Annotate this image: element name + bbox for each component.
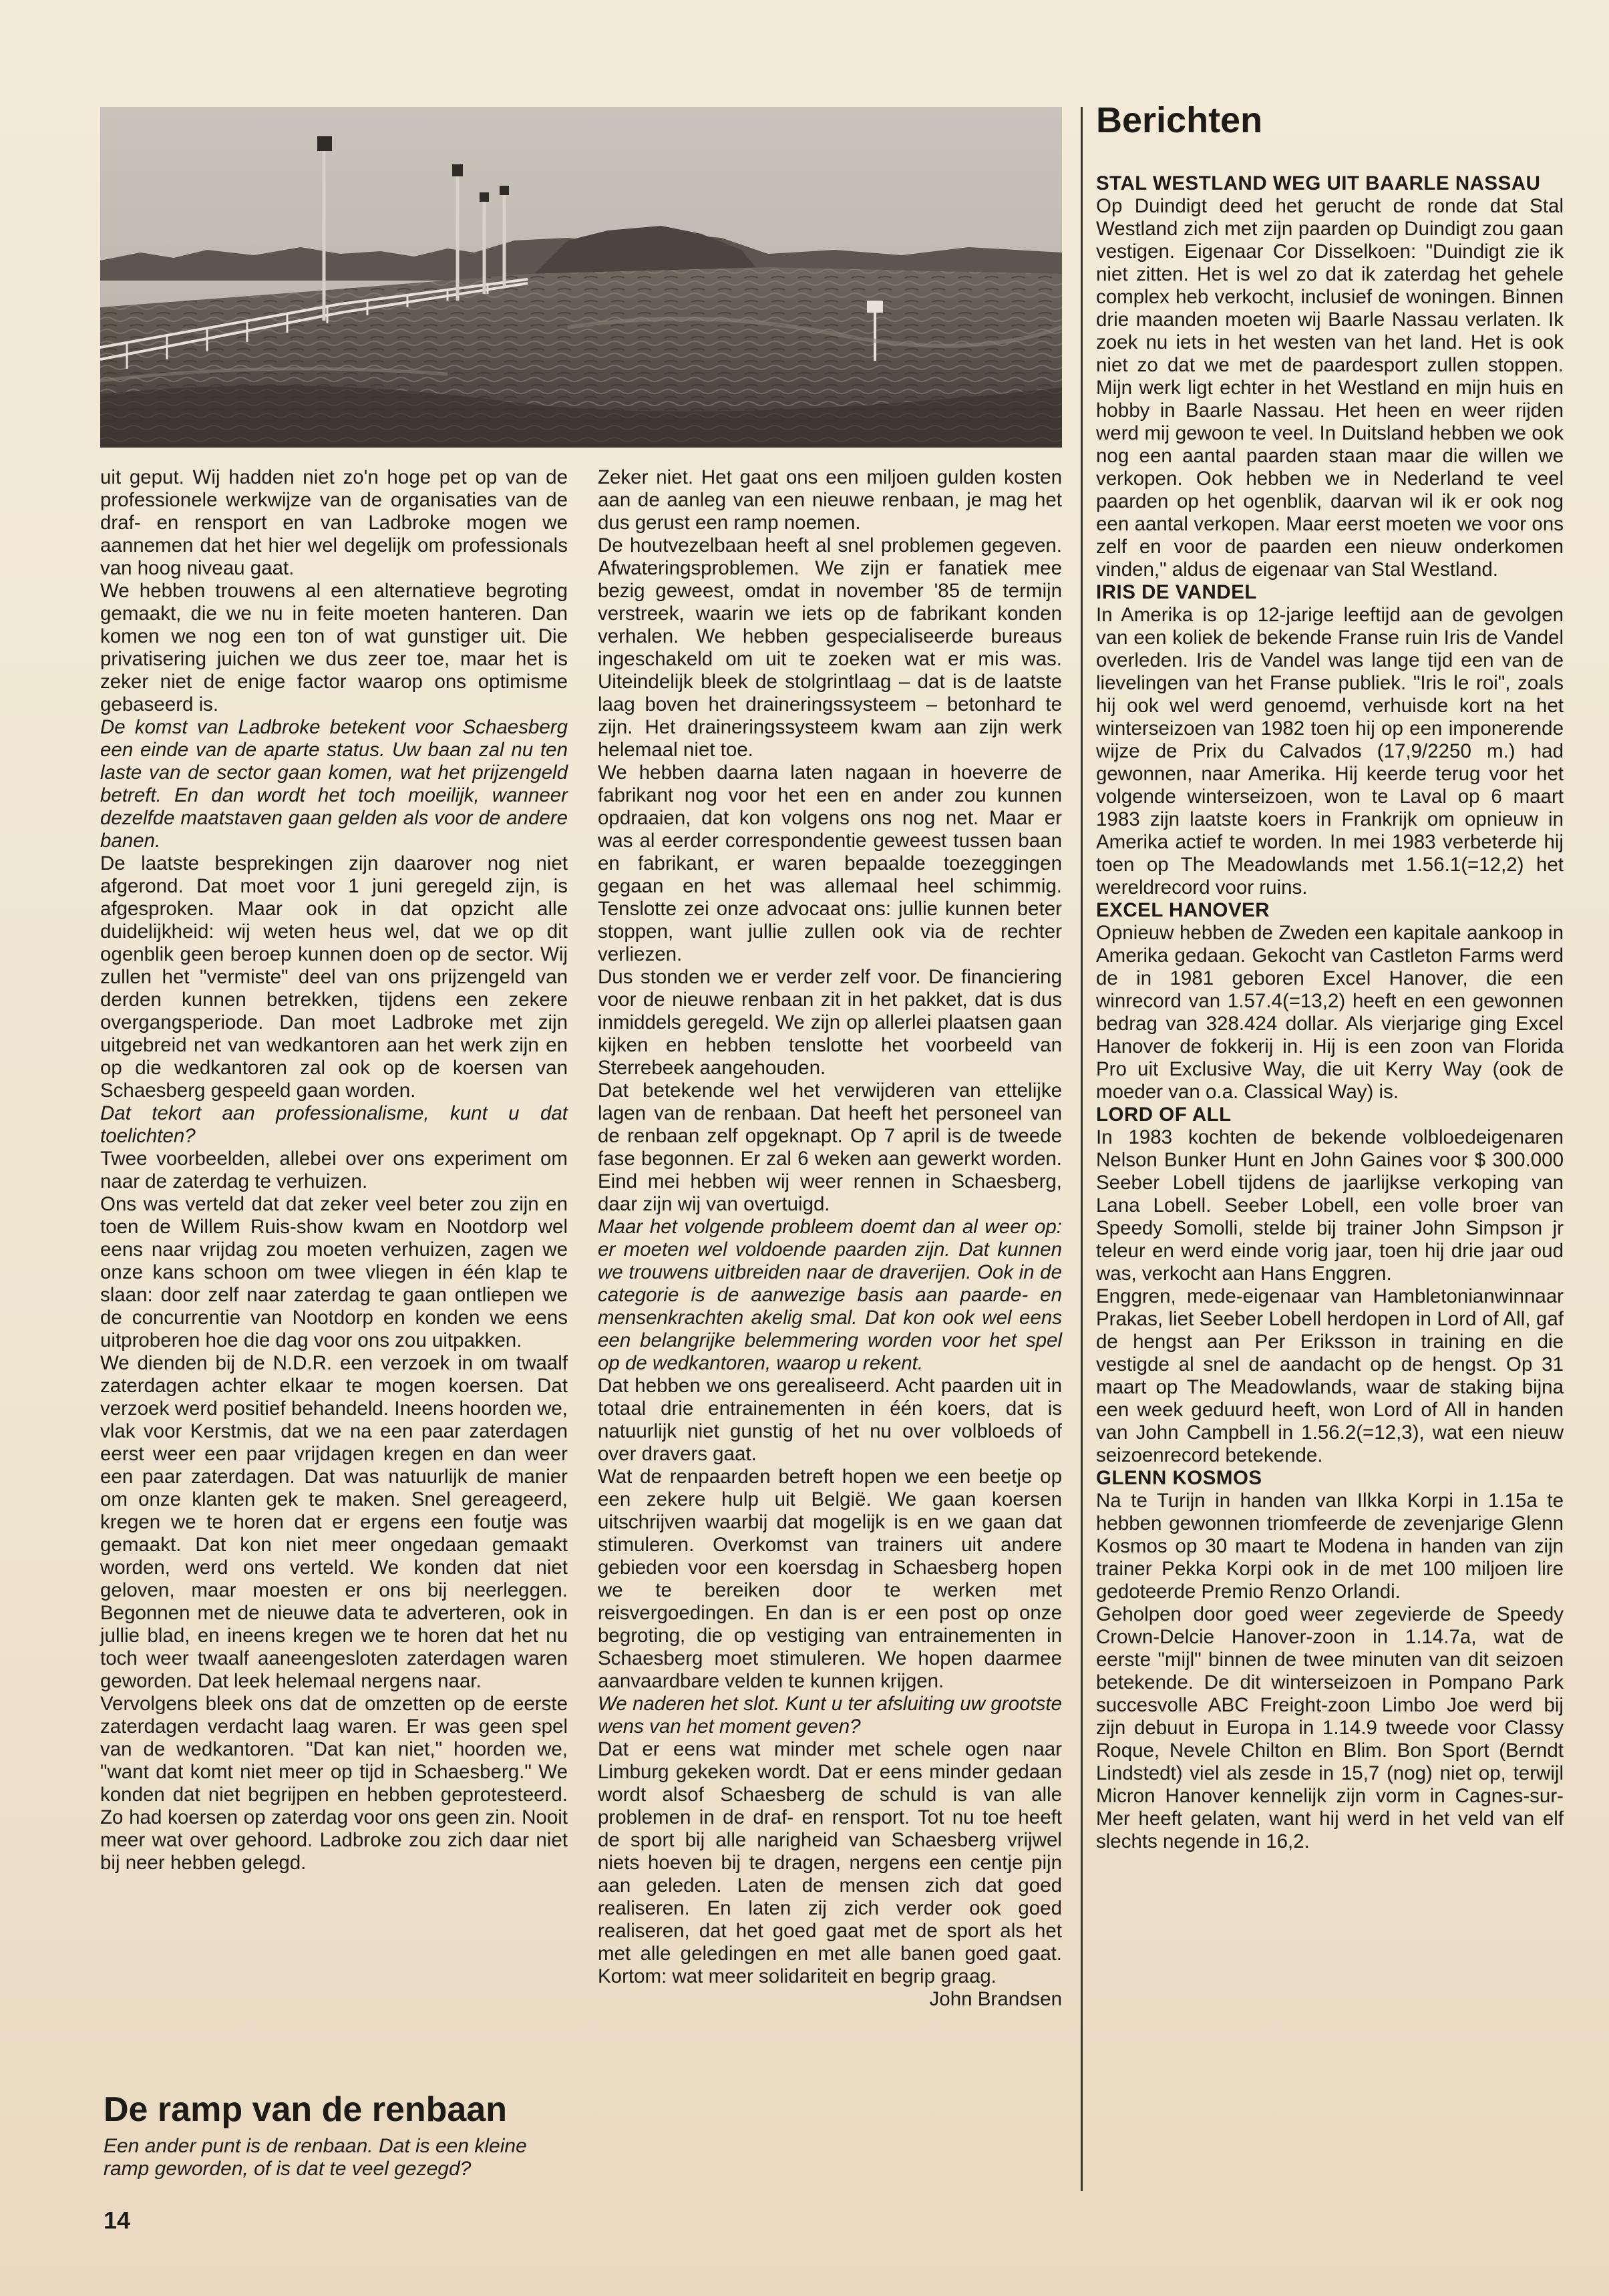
article-heading: De ramp van de renbaan — [104, 2090, 507, 2129]
news-item-paragraph: In 1983 kochten de bekende volbloedeigenaren Nelson Bunker Hunt en John Gaines voor $ 300.000 Seeber Lobell tijdens de jaarlijkse verkoping van Lana Lobell. Seeber Lobell, een volle broer van Speedy Somolli, stelde bij trainer John Simpson jr teleur en werd einde vorig jaar, toen hij drie jaar oud was, verkocht aan Hans Enggren. — [1096, 1126, 1564, 1285]
article-standfirst: Een ander punt is de renbaan. Dat is een kleine ramp geworden, of is dat te veel gezegd? — [104, 2135, 527, 2180]
paragraph: We hebben daarna laten nagaan in hoeverre de fabrikant nog voor het een en ander zou kunnen opdraaien, dat kon volgens ons nog net. Maar er was al eerder correspondentie geweest tussen baan en fabrikant, er waren bepaalde toezeggingen gegaan en het was allemaal heel schimmig. Tenslotte zei onze advocaat ons: jullie kunnen beter stoppen, want jullie zullen ook via de rechter verliezen. — [598, 762, 1062, 965]
paragraph: Ons was verteld dat dat zeker veel beter zou zijn en toen de Willem Ruis-show kwam en Nootdorp wel eens naar vrijdag zou moeten verhuizen, zagen we onze kans schoon om twee vliegen in één klap te slaan: door zelf naar zaterdag te gaan ontliepen we de concurrentie van Nootdorp en konden we eens uitproberen hoe die dag voor ons zou uitpakken. — [100, 1193, 568, 1351]
paragraph: De komst van Ladbroke betekent voor Schaesberg een einde van de aparte status. Uw baan zal nu ten laste van de sector gaan komen, wat het prijzengeld betreft. En dan wordt het toch moeilijk, wanneer dezelfde maatstaven gaan gelden als voor de andere banen. — [100, 716, 568, 852]
paragraph: Dat betekende wel het verwijderen van ettelijke lagen van de renbaan. Dat heeft het personeel van de renbaan zelf opgeknapt. Op 7 april is de tweede fase begonnen. Er zal 6 weken aan gewerkt worden. Eind mei hebben wij weer rennen in Schaesberg, daar zijn wij van overtuigd. — [598, 1080, 1062, 1215]
news-item-paragraph: In Amerika is op 12-jarige leeftijd aan de gevolgen van een koliek de bekende Franse ruin Iris de Vandel overleden. Iris de Vandel was lange tijd een van de lievelingen van het Franse publiek. "Iris le roi", zoals hij ook wel werd genoemd, verhuisde kort na het winterseizoen van 1982 toen hij op een imponerende wijze de Prix du Calvados (17,9/2250 m.) had gewonnen, naar Amerika. Hij keerde terug voor het volgende winterseizoen, won te Laval op 6 maart 1983 zijn laatste koers in Frankrijk om opnieuw in Amerika actief te worden. In mei 1983 verbeterde hij toen op The Meadowlands met 1.56.1(=12,2) het wereldrecord voor ruins. — [1096, 604, 1564, 898]
news-item-paragraph: Na te Turijn in handen van Ilkka Korpi in 1.15a te hebben gewonnen triomfeerde de zevenjarige Glenn Kosmos op 30 maart te Modena in handen van zijn trainer Pekka Korpi ook in de met 100 miljoen lire gedoteerde Premio Renzo Orlandi. — [1096, 1490, 1564, 1603]
paragraph: uit geput. Wij hadden niet zo'n hoge pet op van de professionele werkwijze van de organisaties van de draf- en rensport en van Ladbroke mogen we aannemen dat het hier wel degelijk om professionals van hoog niveau gaat. — [100, 466, 568, 579]
news-item-paragraph: Opnieuw hebben de Zweden een kapitale aankoop in Amerika gedaan. Gekocht van Castleton Farms werd de in 1981 geboren Excel Hanover, die een winrecord van 1.57.4(=13,2) heeft en een gewonnen bedrag van 328.424 dollar. Als vierjarige ging Excel Hanover de fokkerij in. Hij is een zoon van Florida Pro uit Exclusive Way, die uit Kerry Way (ook de moeder van o.a. Classical Way) is. — [1096, 922, 1564, 1103]
paragraph: Maar het volgende probleem doemt dan al weer op: er moeten wel voldoende paarden zijn. Dat kunnen we trouwens uitbreiden naar de draverijen. Ook in de categorie is de aanwezige basis aan paarde- en mensenkrachten akelig smal. Dat kon ook wel eens een belangrijke belemmering worden voor het spel op de wedkantoren, waarop u rekent. — [598, 1216, 1062, 1374]
news-item-paragraph: Op Duindigt deed het gerucht de ronde dat Stal Westland zich met zijn paarden op Duindigt zou gaan vestigen. Eigenaar Cor Disselkoen: "Duindigt zie ik niet zitten. Het is wel zo dat ik zaterdag het gehele complex heb verkocht, inclusief de woningen. Binnen drie maanden moeten wij Baarle Nassau verlaten. Ik zoek nu iets in het westen van het land. Het is ook niet zo dat we met de paardesport zullen stoppen. Mijn werk ligt echter in het Westland en mijn huis en hobby in Baarle Nassau. Het heen en weer rijden werd mij gewoon te veel. In Duitsland hebben we ook nog een aantal paarden staan maar die willen we verkopen. Ook hebben we in Nederland te veel paarden op het ogenblik, daarvan wil ik er ook nog een aantal verkopen. Maar eerst moeten we voor ons zelf en voor de paarden een nieuw onderkomen vinden," aldus de eigenaar van Stal Westland. — [1096, 195, 1564, 581]
byline: John Brandsen — [929, 1988, 1062, 2010]
news-item-paragraph: Enggren, mede-eigenaar van Hambletonianwinnaar Prakas, liet Seeber Lobell herdopen in Lord of All, gaf de hengst aan Per Eriksson in training en die vestigde al snel de aandacht op de hengst. Op 31 maart op The Meadowlands, waar de staking bijna een week geduurd heeft, won Lord of All in handen van John Campbell in 1.56.2(=12,3), wat een nieuw seizoenrecord betekende. — [1096, 1285, 1564, 1466]
paragraph: We hebben trouwens al een alternatieve begroting gemaakt, die we nu in feite moeten hanteren. Dan komen we nog een ton of wat gunstiger uit. Die privatisering juichen we dus zeer toe, maar het is zeker niet de enige factor waarop ons optimisme gebaseerd is. — [100, 580, 568, 715]
paragraph: Twee voorbeelden, allebei over ons experiment om naar de zaterdag te verhuizen. — [100, 1148, 568, 1192]
paragraph: We dienden bij de N.D.R. een verzoek in om twaalf zaterdagen achter elkaar te mogen koersen. Dat verzoek werd positief behandeld. Ineens hoorden we, vlak voor Kerstmis, dat we na een paar zaterdagen eerst weer een paar vrijdagen kregen en dan weer een paar zaterdagen. Dat was natuurlijk de manier om onze klanten gek te maken. Snel gereageerd, kregen we te horen dat er ergens een foutje was gemaakt. Dat kon niet meer ongedaan gemaakt worden, werd ons verteld. We konden dat niet geloven, maar moesten er ons bij neerleggen. Begonnen met de nieuwe data te adverteren, ook in jullie blad, en ineens kregen we te horen dat het nu toch weer twaalf aaneengesloten zaterdagen waren geworden. Dat leek helemaal nergens naar. — [100, 1352, 568, 1692]
paragraph: De laatste besprekingen zijn daarover nog niet afgerond. Dat moet voor 1 juni geregeld zijn, is afgesproken. Maar ook in dat opzicht alle duidelijkheid: wij weten heus wel, dat we op dit ogenblik geen beroep kunnen doen op de sector. Wij zullen het "vermiste" deel van ons prijzengeld van derden kunnen betrekken, tijdens een zekere overgangsperiode. Dan moet Ladbroke met zijn uitgebreid net van wedkantoren aan het werk zijn en op die wedkantoren zal ook op de koersen van Schaesberg gespeeld gaan worden. — [100, 852, 568, 1102]
paragraph: Dat er eens wat minder met schele ogen naar Limburg gekeken wordt. Dat er eens minder gedaan wordt alsof Schaesberg de schuld is van alle problemen in de draf- en rensport. Tot nu toe heeft de sport bij alle narigheid van Schaesberg vrijwel niets hoeven bij te dragen, nergens een centje pijn aan geleden. Laten de mensen zich dat goed realiseren. En laten zij zich verder ook goed realiseren, dat het goed gaat met de sport als het met alle geledingen en met alle banen goed gaat. Kortom: wat meer solidariteit en begrip graag. — [598, 1738, 1062, 1987]
racetrack-photo-image — [100, 107, 1062, 448]
column-divider — [1081, 107, 1083, 2191]
paragraph: We naderen het slot. Kunt u ter afsluiting uw grootste wens van het moment geven? — [598, 1693, 1062, 1738]
racetrack-photo — [100, 107, 1062, 448]
article-column-2 — [598, 466, 1062, 2011]
paragraph: Dus stonden we er verder zelf voor. De financiering voor de nieuwe renbaan zit in het pakket, dat is dus inmiddels geregeld. We zijn op allerlei plaatsen gaan kijken en hebben tenslotte het voorbeeld van Sterrebeek aangehouden. — [598, 966, 1062, 1079]
news-item-title: EXCEL HANOVER — [1096, 899, 1270, 921]
article-column-1 — [100, 466, 568, 1874]
news-column — [1096, 172, 1564, 1853]
paragraph: Dat tekort aan professionalisme, kunt u dat toelichten? — [100, 1102, 568, 1147]
news-item-title: IRIS DE VANDEL — [1096, 581, 1257, 603]
news-item-title: STAL WESTLAND WEG UIT BAARLE NASSAU — [1096, 172, 1541, 194]
news-item-title: GLENN KOSMOS — [1096, 1467, 1262, 1489]
news-item-title: LORD OF ALL — [1096, 1104, 1232, 1126]
paragraph: Vervolgens bleek ons dat de omzetten op de eerste zaterdagen verdacht laag waren. Er was geen spel van de wedkantoren. "Dat kan niet," hoorden we, "want dat komt niet meer op tijd in Schaesberg." We konden dat niet begrijpen en hebben geprotesteerd. Zo had koersen op zaterdag voor ons geen zin. Nooit meer wat over gehoord. Ladbroke zou zich daar niet bij neer hebben gelegd. — [100, 1693, 568, 1874]
paragraph: Zeker niet. Het gaat ons een miljoen gulden kosten aan de aanleg van een nieuwe renbaan, je mag het dus gerust een ramp noemen. — [598, 466, 1062, 534]
news-item-paragraph: Geholpen door goed weer zegevierde de Speedy Crown-Delcie Hanover-zoon in 1.14.7a, wat de eerste "mijl" binnen de twee minuten van dit seizoen betekende. De dit winterseizoen in Pompano Park succesvolle ABC Freight-zoon Limbo Joe werd bij zijn debuut in Europa in 1.14.9 tweede voor Classy Roque, Nevele Chilton en Blim. Bon Sport (Berndt Lindstedt) viel als zesde in 15,7 (nog) niet op, terwijl Micron Hanover kennelijk zijn vorm in Cagnes-sur-Mer heeft gelaten, want hij werd in het veld van elf slechts negende in 16,2. — [1096, 1603, 1564, 1852]
section-title: Berichten — [1096, 100, 1263, 140]
paragraph: Dat hebben we ons gerealiseerd. Acht paarden uit in totaal drie entrainementen in één koers, dat is natuurlijk niet gunstig of het nu over volbloeds of over dravers gaat. — [598, 1375, 1062, 1465]
paragraph: De houtvezelbaan heeft al snel problemen gegeven. Afwateringsproblemen. We zijn er fanatiek mee bezig geweest, omdat in november '85 de termijn verstreek, waarin we iets op de fabrikant konden verhalen. We hebben gespecialiseerde bureaus ingeschakeld om uit te zoeken wat er mis was. Uiteindelijk bleek de stolgrintlaag – dat is de laatste laag boven het draineringssysteem – betonhard te zijn. Het draineringssysteem kwam aan zijn werk helemaal niet toe. — [598, 534, 1062, 761]
page-number: 14 — [104, 2206, 131, 2234]
paragraph: Wat de renpaarden betreft hopen we een beetje op een zekere hulp uit België. We gaan koersen uitschrijven waarbij dat mogelijk is en we gaan dat stimuleren. Overkomst van trainers uit andere gebieden voor een koersdag in Schaesberg hopen we te bereiken door te werken met reisvergoedingen. En dan is er een post op onze begroting, die op vestiging van entrainementen in Schaesberg moet stimuleren. We hopen daarmee aanvaardbare velden te kunnen krijgen. — [598, 1466, 1062, 1692]
